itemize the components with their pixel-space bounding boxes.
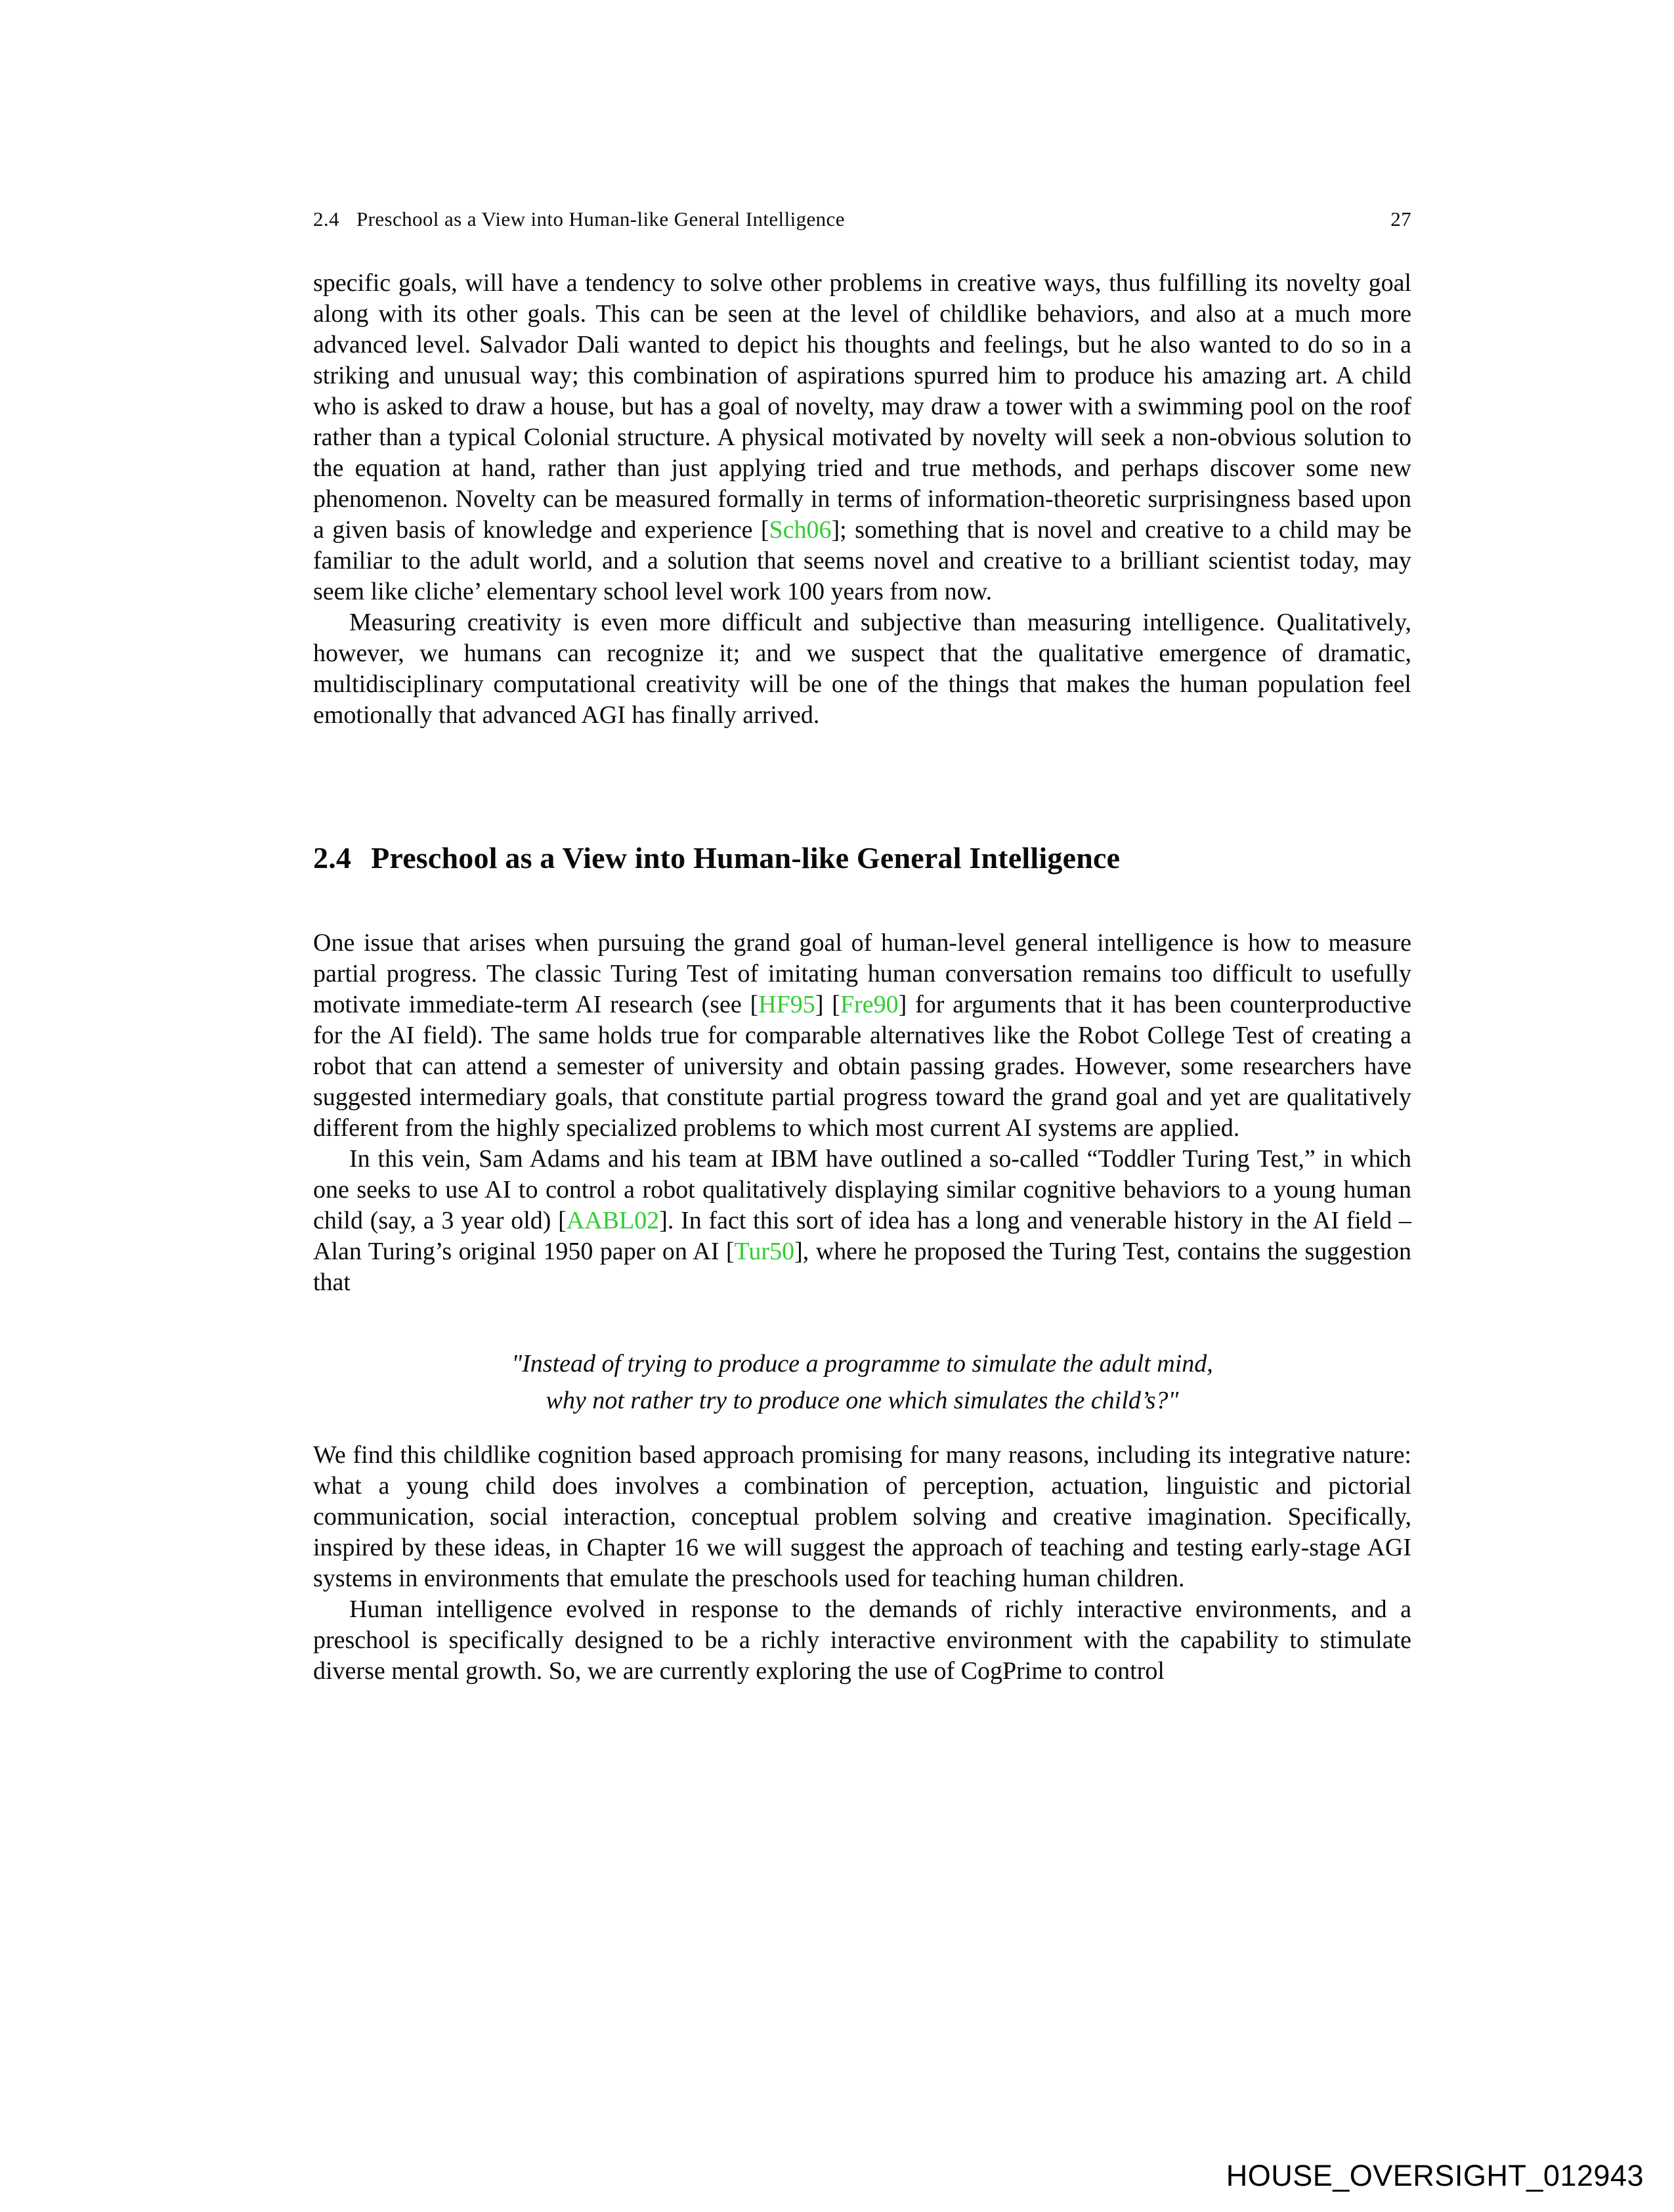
text-segment: ] [ — [815, 991, 840, 1018]
post-heading-section — [313, 928, 1411, 1298]
text-segment: We find this childlike cognition based approach promising for many reasons, including its integrative nature: what a young child does involves a combination of perception, actuation, linguistic and pictorial communication, social interaction, conceptual problem solving and creative imagination. Specifically, inspired by these ideas, in Chapter 16 we will suggest the approach of teaching and testing early-stage AGI systems in environments that emulate the preschools used for teaching human children. — [313, 1441, 1411, 1592]
watermark: HOUSE_OVERSIGHT_012943 — [1226, 2159, 1644, 2192]
paragraph — [313, 928, 1411, 1144]
citation-link[interactable]: AABL02 — [566, 1207, 660, 1234]
post-quote-section — [313, 1440, 1411, 1687]
text-segment: Human intelligence evolved in response to the demands of richly interactive environments, and a preschool is specifically designed to be a richly interactive environment with the capability to stimulate diverse mental growth. So, we are currently exploring the use of CogPrime to control — [313, 1595, 1411, 1685]
citation-link[interactable]: HF95 — [758, 991, 815, 1018]
running-header-section-number: 2.4 — [313, 207, 339, 230]
running-header-title — [313, 207, 845, 231]
paragraph — [313, 268, 1411, 607]
text-segment: ] for arguments that it has been counterproductive for the AI field). The same holds true for comparable alternatives like the Robot College Test of creating a robot that can attend a semester of university and obtain passing grades. However, some researchers have suggested intermediary goals, that constitute partial progress toward the grand goal and yet are qualitatively different from the highly specialized problems to which most current AI systems are applied. — [313, 991, 1412, 1142]
quote-block — [313, 1345, 1411, 1419]
running-header — [313, 207, 1411, 231]
text-segment: ]. In fact this sort of idea has a long and venerable history in the AI field – Alan Turing’s original 1950 paper on AI [ — [313, 1207, 1411, 1265]
text-segment: specific goals, will have a tendency to solve other problems in creative ways, thus fulfilling its novelty goal along with its other goals. This can be seen at the level of childlike behaviors, and also at a much more advanced level. Salvador Dali wanted to depict his thoughts and feelings, but he also wanted to do so in a striking and unusual way; this combination of aspirations spurred him to produce his amazing art. A child who is asked to draw a house, but has a goal of novelty, may draw a tower with a swimming pool on the roof rather than a typical Colonial structure. A physical motivated by novelty will seek a non-obvious solution to the equation at hand, rather than just applying tried and true methods, and perhaps discover some new phenomenon. Novelty can be measured formally in terms of information-theoretic surprisingness based upon a given basis of knowledge and experience [ — [313, 269, 1411, 544]
citation-link[interactable]: Fre90 — [840, 991, 899, 1018]
text-segment: ]; something that is novel and creative to a child may be familiar to the adult world, and a solution that seems novel and creative to a brilliant scientist today, may seem like cliche’ elementary school level work 100 years from now. — [313, 516, 1411, 605]
quote-line: "Instead of trying to produce a programme to simulate the adult mind, — [511, 1350, 1213, 1377]
text-segment: In this vein, Sam Adams and his team at IBM have outlined a so-called “Toddler Turing Test,” in which one seeks to use AI to control a robot qualitatively displaying similar cognitive behaviors to a young human child (say, a 3 year old) [ — [313, 1145, 1411, 1234]
paragraph — [313, 607, 1411, 731]
section-heading-title: Preschool as a View into Human-like General Intelligence — [371, 841, 1121, 875]
paragraph — [313, 1144, 1411, 1298]
paragraph — [313, 1440, 1411, 1594]
running-header-section-title: Preschool as a View into Human-like General Intelligence — [356, 207, 845, 230]
text-segment: One issue that arises when pursuing the grand goal of human-level general intelligence is how to measure partial progress. The classic Turing Test of imitating human conversation remains too difficult to usefully motivate immediate-term AI research (see [ — [313, 929, 1411, 1018]
paragraph — [313, 1594, 1411, 1687]
citation-link[interactable]: Tur50 — [734, 1238, 795, 1265]
text-segment: ], where he proposed the Turing Test, contains the suggestion that — [313, 1238, 1411, 1296]
article-body — [313, 268, 1411, 1687]
pre-heading-section — [313, 268, 1411, 731]
section-heading — [313, 841, 1411, 875]
quote-line: why not rather try to produce one which simulates the child’s?" — [546, 1387, 1179, 1414]
section-heading-number: 2.4 — [313, 841, 352, 875]
text-segment: Measuring creativity is even more difficult and subjective than measuring intelligence. Qualitatively, however, we humans can recognize it; and we suspect that the qualitative emergence of dramatic, multidisciplinary computational creativity will be one of the things that makes the human population feel emotionally that advanced AGI has finally arrived. — [313, 609, 1411, 729]
citation-link[interactable]: Sch06 — [769, 516, 832, 544]
page-number: 27 — [1390, 207, 1411, 230]
